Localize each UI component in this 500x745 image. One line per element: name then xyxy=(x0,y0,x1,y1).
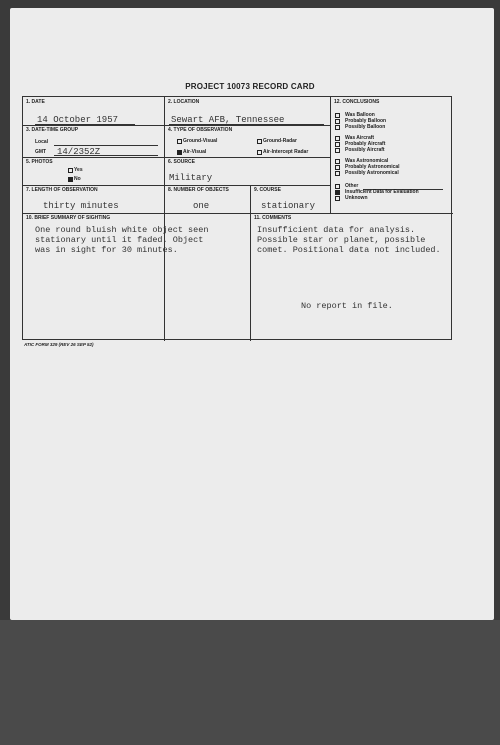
divider-h3 xyxy=(23,185,330,186)
location-underline xyxy=(169,124,324,125)
date-label: 1. DATE xyxy=(26,99,45,105)
conclusion-checkbox xyxy=(335,148,340,153)
conclusion-option: Unknown xyxy=(345,195,368,201)
conclusion-checkbox xyxy=(335,136,340,141)
no-report-text: No report in file. xyxy=(301,301,393,311)
ground-radar-checkbox xyxy=(257,139,262,144)
conclusion-option: Was Astronomical xyxy=(345,158,389,164)
conclusion-checkbox xyxy=(335,171,340,176)
date-underline xyxy=(35,124,135,125)
divider-h4 xyxy=(23,213,453,214)
photos-yes-label: Yes xyxy=(74,167,83,173)
conclusion-checkbox xyxy=(335,190,340,195)
conclusions-label: 12. CONCLUSIONS xyxy=(334,99,380,105)
scan-background xyxy=(0,620,500,745)
comments-text xyxy=(257,225,441,255)
photos-no-checkbox xyxy=(68,177,73,182)
course-label: 9. COURSE xyxy=(254,187,281,193)
conclusion-checkbox xyxy=(335,113,340,118)
length-value: thirty minutes xyxy=(43,201,119,211)
divider-v3 xyxy=(250,185,251,213)
conclusion-checkbox xyxy=(335,142,340,147)
divider-v2 xyxy=(330,97,331,213)
comments-label: 11. COMMENTS xyxy=(254,215,292,221)
conclusion-option: Possibly Aircraft xyxy=(345,147,385,153)
course-value: stationary xyxy=(261,201,316,211)
source-value: Military xyxy=(169,173,213,183)
air-intercept-checkbox xyxy=(257,150,262,155)
summary-label: 10. BRIEF SUMMARY OF SIGHTING xyxy=(26,215,111,221)
ground-radar-label: Ground-Radar xyxy=(263,138,297,144)
divider-v1 xyxy=(164,97,165,341)
conclusion-checkbox xyxy=(335,159,340,164)
gmt-label: GMT xyxy=(35,149,47,155)
card-title: PROJECT 10073 RECORD CARD xyxy=(185,82,315,91)
conclusion-option: Probably Balloon xyxy=(345,118,387,124)
summary-line: was in sight for 30 minutes. xyxy=(35,245,178,255)
summary-line: stationary until it faded. Object xyxy=(35,235,204,245)
air-visual-checkbox xyxy=(177,150,182,155)
conclusion-option: Was Aircraft xyxy=(345,135,375,141)
photos-no-label: No xyxy=(74,176,81,182)
type-obs-label: 4. TYPE OF OBSERVATION xyxy=(168,127,233,133)
conclusion-checkbox xyxy=(335,184,340,189)
date-value: 14 October 1957 xyxy=(37,115,119,125)
conclusion-checkbox xyxy=(335,196,340,201)
ground-visual-checkbox xyxy=(177,139,182,144)
divider-h2 xyxy=(23,157,330,158)
conclusion-checkbox xyxy=(335,165,340,170)
conclusion-checkbox xyxy=(335,125,340,130)
conclusion-option: Probably Astronomical xyxy=(345,164,400,170)
photos-label: 5. PHOTOS xyxy=(26,159,53,165)
comment-line: Possible star or planet, possible xyxy=(257,235,426,245)
num-objects-value: one xyxy=(193,201,210,211)
divider-h1 xyxy=(23,125,330,126)
num-objects-label: 8. NUMBER OF OBJECTS xyxy=(168,187,229,193)
form-id: ATIC FORM 329 (REV 26 SEP 52) xyxy=(24,342,94,347)
length-label: 7. LENGTH OF OBSERVATION xyxy=(26,187,98,193)
gmt-underline xyxy=(54,155,158,156)
location-label: 2. LOCATION xyxy=(168,99,200,105)
comment-line: comet. Positional data not included. xyxy=(257,245,441,255)
air-visual-label: Air-Visual xyxy=(183,149,207,155)
air-intercept-label: Air-Intercept Radar xyxy=(263,149,309,155)
local-label: Local xyxy=(35,139,49,145)
source-label: 6. SOURCE xyxy=(168,159,195,165)
divider-v4 xyxy=(250,213,251,341)
conclusion-option: Probably Aircraft xyxy=(345,141,386,147)
photos-yes-checkbox xyxy=(68,168,73,173)
record-card xyxy=(22,96,452,340)
local-underline xyxy=(54,145,158,146)
location-value: Sewart AFB, Tennessee xyxy=(171,115,285,125)
summary-text xyxy=(35,225,208,255)
conclusion-checkbox xyxy=(335,119,340,124)
conclusion-option: Insufficient Data for Evaluation xyxy=(345,189,419,195)
conclusion-option: Possibly Balloon xyxy=(345,124,386,130)
ground-visual-label: Ground-Visual xyxy=(183,138,218,144)
conclusion-option: Other xyxy=(345,183,359,189)
gmt-value: 14/2352Z xyxy=(57,147,101,157)
dtg-label: 3. DATE-TIME GROUP xyxy=(26,127,79,133)
comment-line: Insufficient data for analysis. xyxy=(257,225,416,235)
summary-line: One round bluish white object seen xyxy=(35,225,209,235)
conclusion-option: Was Balloon xyxy=(345,112,375,118)
conclusion-option: Possibly Astronomical xyxy=(345,170,399,176)
